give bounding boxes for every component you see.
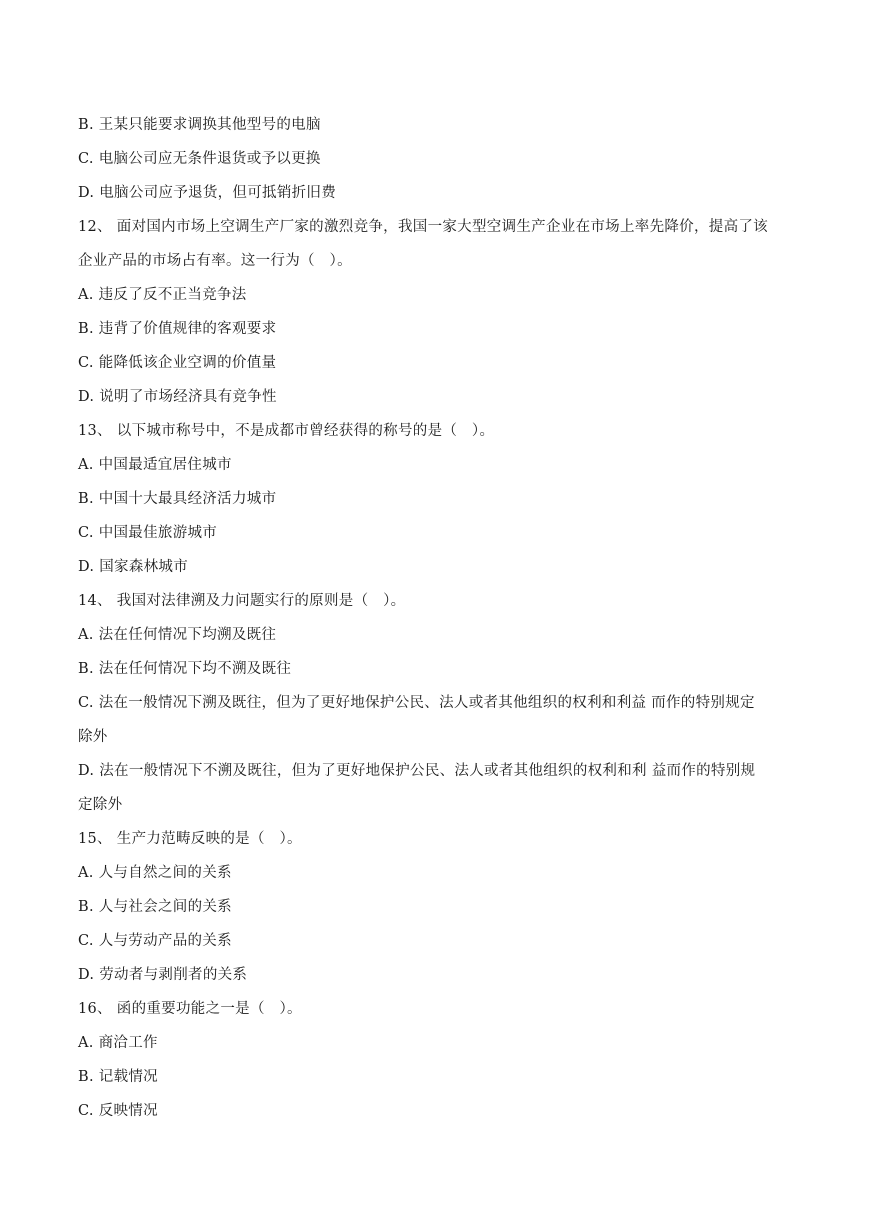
question-16-option-c: C. 反映情况 (78, 1103, 158, 1119)
question-14-option-c-cont: 除外 (78, 729, 108, 745)
question-15-option-a: A. 人与自然之间的关系 (78, 865, 232, 881)
option-b-prev: B. 王某只能要求调换其他型号的电脑 (78, 117, 321, 133)
question-number: 16、 (78, 1001, 112, 1017)
question-12-option-c: C. 能降低该企业空调的价值量 (78, 355, 277, 371)
question-12-stem (78, 210, 798, 244)
question-14-option-b: B. 法在任何情况下均不溯及既往 (78, 661, 292, 677)
question-13-option-d: D. 国家森林城市 (78, 559, 189, 575)
question-stem-text: 生产力范畴反映的是（ ）。 (111, 831, 302, 847)
question-13-option-b: B. 中国十大最具经济活力城市 (78, 491, 277, 507)
question-14-option-d: D. 法在一般情况下不溯及既往，但为了更好地保护公民、法人或者其他组织的权利和利 益而作的特别规 (78, 763, 756, 779)
question-14-option-a: A. 法在任何情况下均溯及既往 (78, 627, 277, 643)
question-12-option-d: D. 说明了市场经济具有竞争性 (78, 389, 277, 405)
question-13-stem (78, 414, 798, 448)
question-stem-text: 面对国内市场上空调生产厂家的激烈竞争，我国一家大型空调生产企业在市场上率先降价，提高了该 (111, 219, 768, 235)
question-stem-text: 以下城市称号中，不是成都市曾经获得的称号的是（ ）。 (111, 423, 495, 439)
question-12-option-b: B. 违背了价值规律的客观要求 (78, 321, 277, 337)
option-d-prev: D. 电脑公司应予退货，但可抵销折旧费 (78, 185, 337, 201)
question-12-stem-cont: 企业产品的市场占有率。这一行为（ ）。 (78, 253, 352, 269)
question-15-option-c: C. 人与劳动产品的关系 (78, 933, 232, 949)
question-list (78, 108, 798, 1128)
question-number: 13、 (78, 423, 112, 439)
question-number: 15、 (78, 831, 112, 847)
question-14-option-c: C. 法在一般情况下溯及既往，但为了更好地保护公民、法人或者其他组织的权利和利益 而作的特别规定 (78, 695, 755, 711)
option-c-prev: C. 电脑公司应无条件退货或予以更换 (78, 151, 321, 167)
question-16-stem (78, 992, 798, 1026)
question-number: 14、 (78, 593, 112, 609)
question-15-stem (78, 822, 798, 856)
question-14-stem (78, 584, 798, 618)
question-13-option-a: A. 中国最适宜居住城市 (78, 457, 232, 473)
question-stem-text: 函的重要功能之一是（ ）。 (111, 1001, 302, 1017)
question-16-option-b: B. 记载情况 (78, 1069, 158, 1085)
question-stem-text: 我国对法律溯及力问题实行的原则是（ ）。 (111, 593, 406, 609)
question-16-option-a: A. 商洽工作 (78, 1035, 158, 1051)
question-13-option-c: C. 中国最佳旅游城市 (78, 525, 218, 541)
question-15-option-d: D. 劳动者与剥削者的关系 (78, 967, 248, 983)
question-14-option-d-cont: 定除外 (78, 797, 123, 813)
question-12-option-a: A. 违反了反不正当竞争法 (78, 287, 247, 303)
question-number: 12、 (78, 219, 112, 235)
question-15-option-b: B. 人与社会之间的关系 (78, 899, 232, 915)
